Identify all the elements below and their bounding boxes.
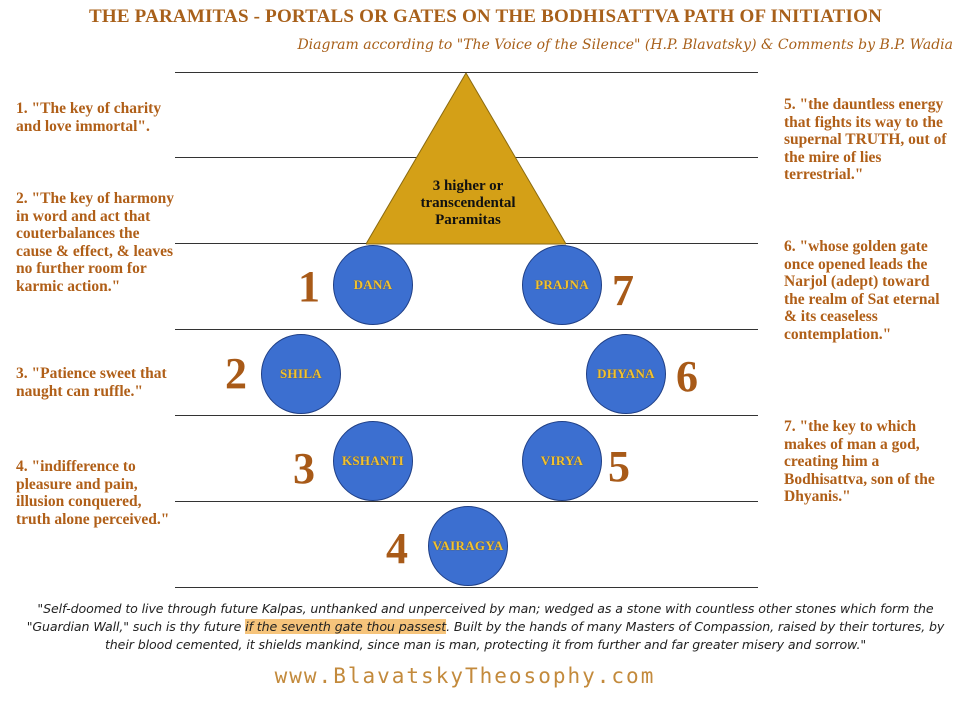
- gate-label: VIRYA: [540, 453, 584, 468]
- quote-text: . Built by the hands of many Masters of Compassion, raised by their tortures, by their blood cemented, it shields mankind, since man is man, protecting it from further and far greater misery and sorrow.": [104, 619, 945, 652]
- note-gate-7: 7. "the key to which makes of man a god, creating him a Bodhisattva, son of the Dhyanis.": [784, 418, 935, 506]
- gate-label: VAIRAGYA: [432, 538, 504, 553]
- divider-line: [175, 501, 758, 502]
- gate-number: 7: [612, 266, 634, 315]
- gate-number: 3: [293, 444, 315, 493]
- guardian-wall-quote: [18, 600, 953, 654]
- gate-circle-dhyana: [586, 334, 666, 414]
- note-gate-2: 2. "The key of harmony in word and act that couterbalances the cause & effect, & leaves no further room for karmic action.": [16, 190, 175, 295]
- page-title: THE PARAMITAS - PORTALS OR GATES ON THE BODHISATTVA PATH OF INITIATION: [89, 6, 882, 27]
- gate-number: 4: [386, 524, 408, 573]
- quote-highlight: if the seventh gate thou passest: [245, 619, 447, 634]
- note-gate-5: 5. "the dauntless energy that fights its way to the supernal TRUTH, out of the mire of lies terrestrial.": [784, 96, 947, 184]
- note-gate-6: 6. "whose golden gate once opened leads the Narjol (adept) toward the realm of Sat eternal & its ceaseless contemplation.": [784, 238, 940, 343]
- gate-circle-dana: [333, 245, 413, 325]
- gate-number: 2: [225, 349, 247, 398]
- gate-number: 6: [676, 352, 698, 401]
- gate-number: 1: [298, 262, 320, 311]
- gate-label: PRAJNA: [535, 277, 589, 292]
- note-gate-4: 4. "indifference to pleasure and pain, illusion conquered, truth alone perceived.": [16, 458, 170, 528]
- note-gate-1: 1. "The key of charity and love immortal".: [16, 100, 162, 135]
- gate-label: DANA: [353, 277, 393, 292]
- note-gate-3: 3. "Patience sweet that naught can ruffle.": [16, 365, 167, 400]
- quote-text: "Self-doomed to live through future Kalpas, unthanked and unperceived by man; wedged as a stone with countless other stones which form the "Guardian Wall," such is thy future: [26, 601, 934, 634]
- gate-circle-shila: [261, 334, 341, 414]
- divider-line: [175, 329, 758, 330]
- gate-label: SHILA: [280, 366, 322, 381]
- divider-line: [175, 587, 758, 588]
- page-subtitle: Diagram according to "The Voice of the Silence" (H.P. Blavatsky) & Comments by B.P. Wadia: [297, 37, 953, 53]
- gate-label: KSHANTI: [341, 453, 405, 468]
- triangle-label-line: transcendental: [420, 195, 516, 211]
- website-url: www.BlavatskyTheosophy.com: [274, 664, 656, 688]
- gate-circle-vairagya: [428, 506, 508, 586]
- gate-circle-prajna: [522, 245, 602, 325]
- triangle-label-line: Paramitas: [435, 212, 501, 228]
- gate-circle-kshanti: [333, 421, 413, 501]
- gate-number: 5: [608, 442, 630, 491]
- triangle-label-line: 3 higher or: [432, 178, 504, 194]
- gate-label: DHYANA: [597, 366, 655, 381]
- divider-line: [175, 415, 758, 416]
- triangle-label: [380, 178, 556, 229]
- gate-circle-virya: [522, 421, 602, 501]
